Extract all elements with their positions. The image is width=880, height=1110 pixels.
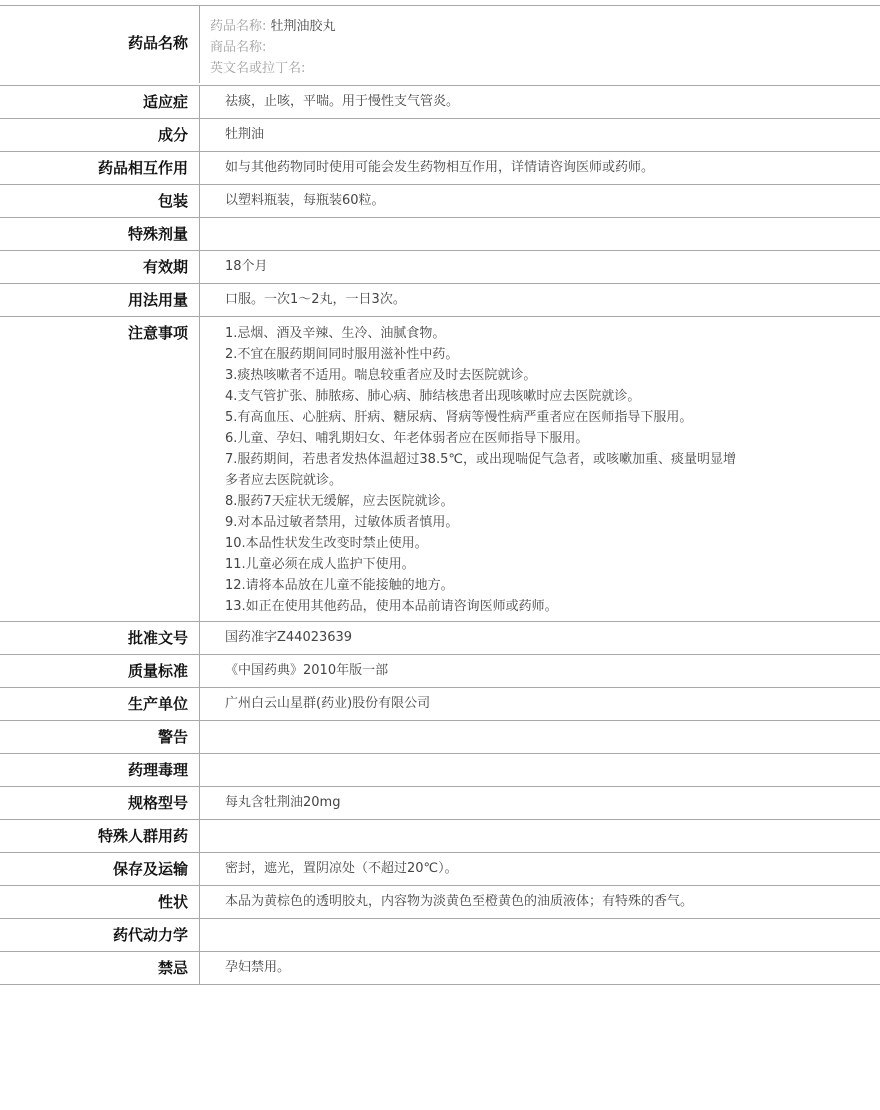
value-interactions: 如与其他药物同时使用可能会发生药物相互作用，详情请咨询医师或药师。 (225, 160, 655, 175)
label-validity: 有效期 (0, 251, 200, 283)
value-toxicology (200, 754, 880, 786)
label-drug-name: 药品名称 (0, 6, 200, 83)
row-usage (0, 284, 880, 317)
precaution-item: 13.如正在使用其他药品，使用本品前请咨询医师或药师。 (225, 599, 558, 614)
precaution-item: 3.痰热咳嗽者不适用。喘息较重者应及时去医院就诊。 (225, 368, 537, 383)
value-special-groups (200, 820, 880, 852)
value-usage: 口服。一次1～2丸，一日3次。 (225, 292, 406, 307)
label-indication: 适应症 (0, 86, 200, 118)
generic-name-value: 牡荆油胶丸 (270, 19, 336, 34)
precaution-item: 12.请将本品放在儿童不能接触的地方。 (225, 578, 454, 593)
label-ingredients: 成分 (0, 119, 200, 151)
row-contraindications (0, 952, 880, 985)
label-approval: 批准文号 (0, 622, 200, 654)
value-ingredients: 牡荆油 (225, 127, 265, 142)
label-storage: 保存及运输 (0, 853, 200, 885)
label-spec: 规格型号 (0, 787, 200, 819)
value-drug-name (200, 6, 880, 85)
value-special-dosage (200, 218, 880, 250)
value-storage: 密封，遮光，置阴凉处（不超过20℃）。 (225, 861, 458, 876)
value-contraindications: 孕妇禁用。 (225, 960, 291, 975)
label-special-dosage: 特殊剂量 (0, 218, 200, 250)
row-interactions (0, 152, 880, 185)
row-special-groups (0, 820, 880, 853)
value-spec: 每丸含牡荆油20mg (225, 795, 341, 810)
row-storage (0, 853, 880, 886)
value-description: 本品为黄棕色的透明胶丸，内容物为淡黄色至橙黄色的油质液体；有特殊的香气。 (225, 894, 694, 909)
row-drug-name (0, 6, 880, 86)
label-special-groups: 特殊人群用药 (0, 820, 200, 852)
precaution-item: 11.儿童必须在成人监护下使用。 (225, 557, 415, 572)
row-validity (0, 251, 880, 284)
latin-name-line (210, 58, 880, 79)
latin-name-key: 英文名或拉丁名: (210, 61, 306, 76)
row-warning (0, 721, 880, 754)
value-pharmacokinetics (200, 919, 880, 951)
value-precautions (200, 317, 740, 621)
row-manufacturer (0, 688, 880, 721)
precaution-item: 7.服药期间，若患者发热体温超过38.5℃，或出现喘促气急者，或咳嗽加重、痰量明显增多者应去医院就诊。 (225, 452, 736, 488)
precaution-item: 10.本品性状发生改变时禁止使用。 (225, 536, 428, 551)
value-approval: 国药准字Z44023639 (225, 630, 353, 645)
label-interactions: 药品相互作用 (0, 152, 200, 184)
precaution-item: 1.忌烟、酒及辛辣、生冷、油腻食物。 (225, 326, 446, 341)
label-precautions: 注意事项 (0, 317, 200, 621)
label-pharmacokinetics: 药代动力学 (0, 919, 200, 951)
drug-info-table (0, 5, 880, 985)
value-validity: 18个月 (225, 259, 268, 274)
generic-name-key: 药品名称: (210, 19, 267, 34)
label-usage: 用法用量 (0, 284, 200, 316)
row-toxicology (0, 754, 880, 787)
label-standard: 质量标准 (0, 655, 200, 687)
precaution-item: 9.对本品过敏者禁用，过敏体质者慎用。 (225, 515, 459, 530)
row-description (0, 886, 880, 919)
precaution-item: 4.支气管扩张、肺脓疡、肺心病、肺结核患者出现咳嗽时应去医院就诊。 (225, 389, 641, 404)
row-special-dosage (0, 218, 880, 251)
label-contraindications: 禁忌 (0, 952, 200, 984)
value-manufacturer: 广州白云山星群(药业)股份有限公司 (225, 696, 431, 711)
label-description: 性状 (0, 886, 200, 918)
precaution-item: 2.不宜在服药期间同时服用滋补性中药。 (225, 347, 459, 362)
row-precautions (0, 317, 880, 622)
label-toxicology: 药理毒理 (0, 754, 200, 786)
value-standard: 《中国药典》2010年版一部 (225, 663, 389, 678)
row-pharmacokinetics (0, 919, 880, 952)
row-ingredients (0, 119, 880, 152)
trade-name-key: 商品名称: (210, 40, 267, 55)
row-indication (0, 86, 880, 119)
precaution-item: 8.服药7天症状无缓解，应去医院就诊。 (225, 494, 454, 509)
row-spec (0, 787, 880, 820)
generic-name-line (210, 16, 880, 37)
label-package: 包装 (0, 185, 200, 217)
trade-name-line (210, 37, 880, 58)
row-approval (0, 622, 880, 655)
row-package (0, 185, 880, 218)
value-package: 以塑料瓶装，每瓶装60粒。 (225, 193, 385, 208)
value-indication: 祛痰，止咳，平喘。用于慢性支气管炎。 (225, 94, 460, 109)
precaution-item: 6.儿童、孕妇、哺乳期妇女、年老体弱者应在医师指导下服用。 (225, 431, 589, 446)
label-warning: 警告 (0, 721, 200, 753)
value-warning (200, 721, 880, 753)
row-standard (0, 655, 880, 688)
label-manufacturer: 生产单位 (0, 688, 200, 720)
precaution-item: 5.有高血压、心脏病、肝病、糖尿病、肾病等慢性病严重者应在医师指导下服用。 (225, 410, 693, 425)
